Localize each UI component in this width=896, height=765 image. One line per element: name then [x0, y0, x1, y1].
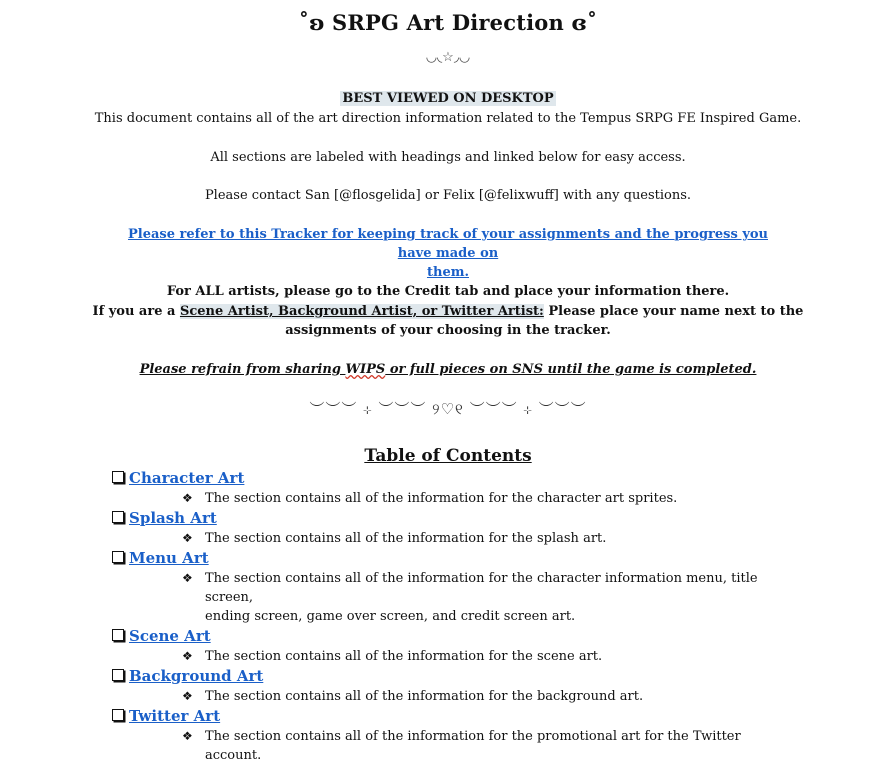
- toc-desc: ❖ The section contains all of the information for the character information menu, title screen, ending screen, game over screen, and credit screen art.: [182, 571, 758, 624]
- diamond-bullet-icon: ❖: [182, 491, 193, 505]
- checkbox-icon: [112, 629, 124, 641]
- intro-line-1: This document contains all of the art direction information related to the Tempus SRPG FE Inspired Game.: [94, 111, 802, 126]
- toc-link-twitter-art[interactable]: Twitter Art: [129, 707, 221, 725]
- intro-line-2: All sections are labeled with headings and linked below for easy access.: [210, 150, 686, 165]
- intro-line-3: Please contact San [@flosgelida] or Felix [@felixwuff] with any questions.: [204, 188, 692, 203]
- checkbox-icon: [112, 471, 124, 483]
- toc-item-background-art: [112, 666, 784, 706]
- diamond-bullet-icon: ❖: [182, 571, 193, 585]
- best-viewed-banner: [0, 89, 896, 108]
- toc-desc: ❖ The section contains all of the information for the splash art.: [182, 531, 607, 546]
- toc-title: Table of Contents: [364, 446, 532, 466]
- credit-instruction: For ALL artists, please go to the Credit tab and place your information there.: [166, 284, 730, 299]
- toc-link-splash-art[interactable]: Splash Art: [129, 509, 217, 527]
- toc-link-background-art[interactable]: Background Art: [129, 667, 264, 685]
- toc-desc: ❖ The section contains all of the information for the background art.: [182, 689, 644, 704]
- diamond-bullet-icon: ❖: [182, 649, 193, 663]
- best-viewed-label: BEST VIEWED ON DESKTOP: [342, 91, 554, 106]
- checkbox-icon: [112, 511, 124, 523]
- star-divider: ◡◟☆◞◡: [425, 50, 471, 65]
- table-of-contents: [112, 468, 784, 765]
- scene-artist-block: [0, 302, 896, 340]
- tracker-link-line2: them.: [426, 265, 469, 280]
- toc-link-menu-art[interactable]: Menu Art: [129, 549, 209, 567]
- toc-desc: ❖ The section contains all of the information for the scene art.: [182, 649, 603, 664]
- diamond-bullet-icon: ❖: [182, 531, 193, 545]
- decorative-divider: ︶︶︶ ⊹ ︶︶︶ ୨♡୧ ︶︶︶ ⊹ ︶︶︶: [309, 400, 587, 418]
- toc-item-splash-art: [112, 508, 784, 548]
- refrain-before: Please refrain from sharing: [139, 362, 346, 377]
- toc-desc: ❖ The section contains all of the information for the character art sprites.: [182, 491, 678, 506]
- refrain-notice: [0, 360, 896, 379]
- toc-item-menu-art: [112, 548, 784, 626]
- page-title: ˚ʚ SRPG Art Direction ɞ˚: [298, 10, 598, 35]
- toc-item-scene-art: [112, 626, 784, 666]
- toc-item-twitter-art: [112, 706, 784, 765]
- toc-link-character-art[interactable]: Character Art: [129, 469, 245, 487]
- toc-link-scene-art[interactable]: Scene Art: [129, 627, 211, 645]
- diamond-bullet-icon: ❖: [182, 689, 193, 703]
- diamond-bullet-icon: ❖: [182, 729, 193, 743]
- toc-desc: ❖ The section contains all of the information for the promotional art for the Twitter account.: [182, 729, 741, 763]
- checkbox-icon: [112, 709, 124, 721]
- scene-artist-prefix: If you are a: [92, 304, 180, 319]
- toc-item-character-art: [112, 468, 784, 508]
- tracker-link-line1: Please refer to this Tracker for keeping track of your assignments and the progress you have made on: [127, 227, 768, 261]
- refrain-wips: WIPS: [345, 362, 386, 377]
- scene-artist-suffix: Please place your name next to the: [543, 304, 804, 319]
- tracker-block: [112, 225, 784, 301]
- checkbox-icon: [112, 669, 124, 681]
- scene-artist-roles: Scene Artist, Background Artist, or Twitter Artist:: [179, 304, 544, 319]
- checkbox-icon: [112, 551, 124, 563]
- refrain-after: or full pieces on SNS until the game is completed.: [385, 362, 757, 377]
- tracker-link[interactable]: [128, 227, 768, 280]
- scene-artist-line2: assignments of your choosing in the tracker.: [285, 323, 611, 338]
